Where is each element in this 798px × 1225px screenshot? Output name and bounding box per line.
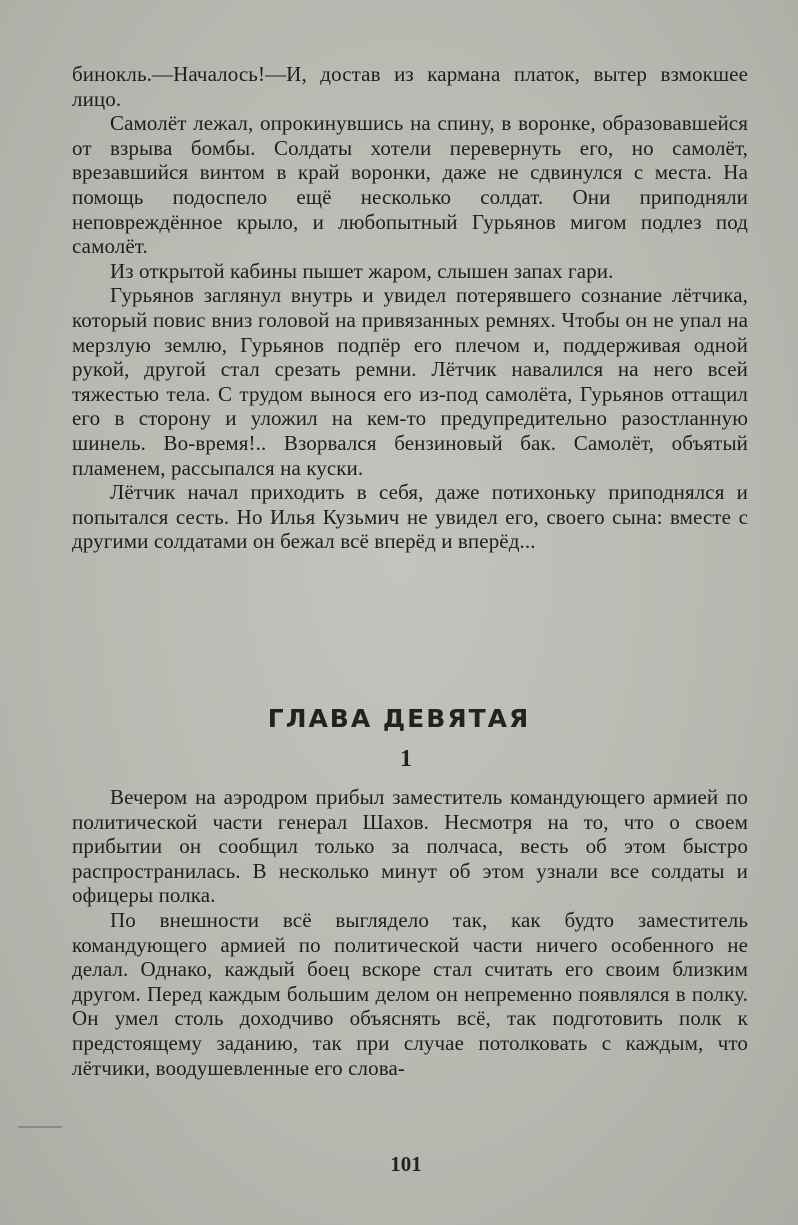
paragraph: По внешности всё выглядело так, как будто заместитель командующего армией по политической части ничего особенного не делал. Однако, каждый боец вскоре стал считать его своим близким другом. Перед каждым большим делом он непременно появлялся в полку. Он умел столь доходчиво объяснять всё, так подготовить полк к предстоящему заданию, так при случае потолковать с каждым, что лётчики, воодушевленные его слова- — [72, 907, 748, 1080]
paragraph: Самолёт лежал, опрокинувшись на спину, в воронке, образовавшейся от взрыва бомбы. Солдаты хотели перевернуть его, но самолёт, врезавшийся винтом в край воронки, даже не сдвинулся с места. На помощь подоспело ещё несколько солдат. Они приподняли неповреждённое крыло, и любопытный Гурьянов мигом подлез под самолёт. — [72, 111, 748, 259]
text-block-top — [72, 62, 748, 554]
text-block-bottom — [72, 785, 748, 1080]
chapter-title: ГЛАВА ДЕВЯТАЯ — [267, 704, 531, 733]
margin-mark — [18, 1126, 62, 1128]
paragraph: Лётчик начал приходить в себя, даже потихоньку приподнялся и попытался сесть. Но Илья Кузьмич не увидел его, своего сына: вместе с другими солдатами он бежал всё вперёд и вперёд... — [72, 480, 748, 554]
paragraph: Из открытой кабины пышет жаром, слышен запах гари. — [110, 258, 614, 283]
page-number: 101 — [390, 1152, 422, 1176]
section-number: 1 — [400, 746, 412, 772]
paragraph: Гурьянов заглянул внутрь и увидел потерявшего сознание лётчика, который повис вниз головой на привязанных ремнях. Чтобы он не упал на мерзлую землю, Гурьянов подпёр его плечом и, поддерживая одной рукой, другой стал срезать ремни. Лётчик навалился на него всей тяжестью тела. С трудом вынося его из-под самолёта, Гурьянов оттащил его в сторону и уложил на кем-то предупредительно разостланную шинель. Во-время!.. Взорвался бензиновый бак. Самолёт, объятый пламенем, рассыпался на куски. — [72, 283, 748, 480]
paragraph: бинокль.—Началось!—И, достав из кармана платок, вытер взмокшее лицо. — [72, 62, 748, 111]
paragraph: Вечером на аэродром прибыл заместитель командующего армией по политической части генерал Шахов. Несмотря на то, что о своем прибытии он сообщил только за полчаса, весть об этом быстро распространилась. В несколько минут об этом узнали все солдаты и офицеры полка. — [72, 785, 748, 908]
